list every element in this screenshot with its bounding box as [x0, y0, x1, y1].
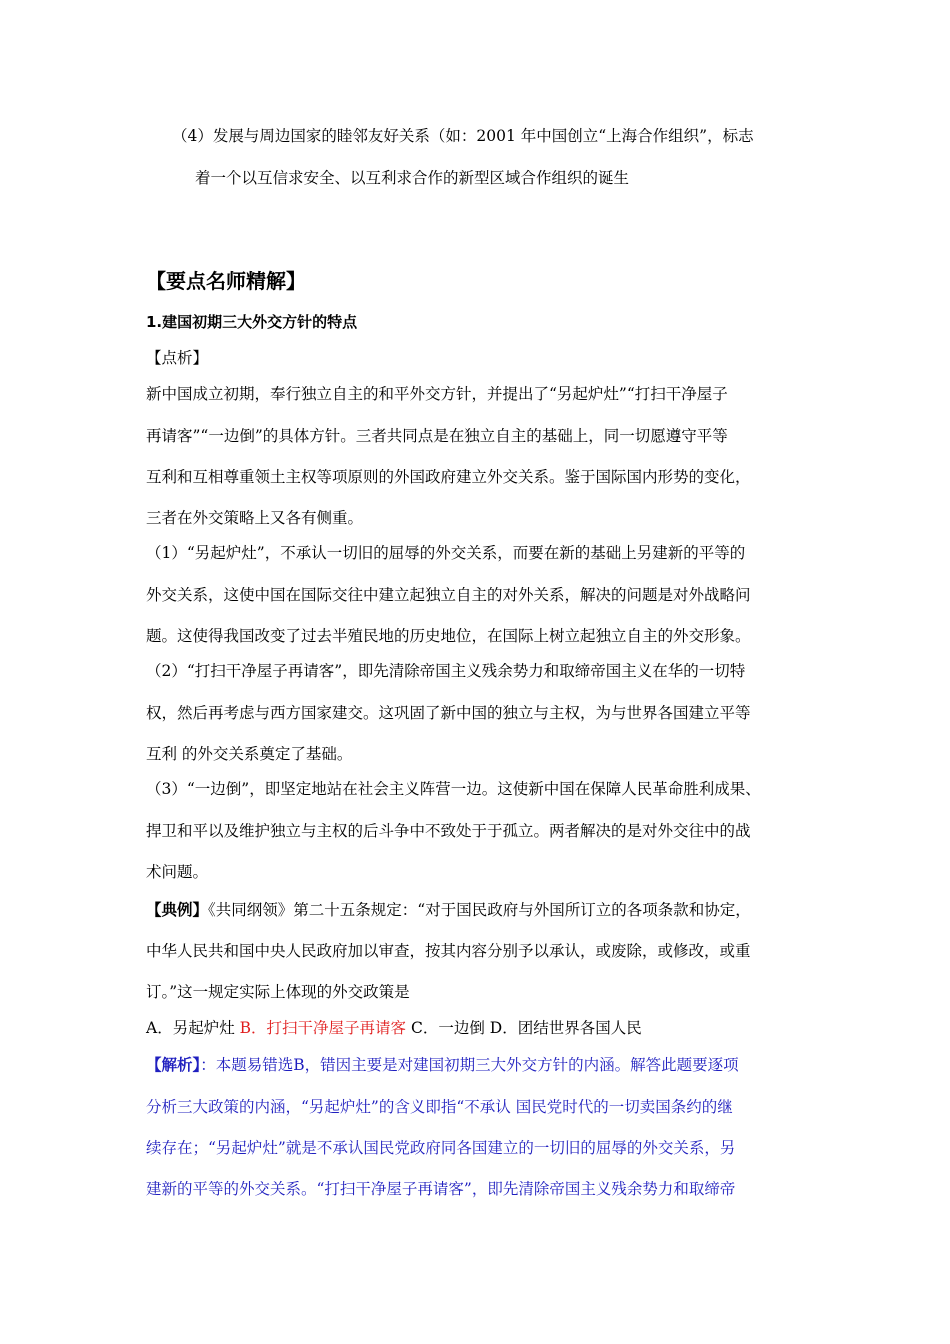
solution-line-4: 建新的平等的外交关系。“打扫干净屋子再请客”，即先清除帝国主义残余势力和取缔帝: [146, 1180, 736, 1198]
option-d: D．团结世界各国人民: [489, 1019, 642, 1037]
analysis-line: 外交关系，这使中国在国际交往中建立起独立自主的对外关系，解决的问题是对外战略问: [146, 586, 751, 604]
intro-line-1: （4）发展与周边国家的睦邻友好关系（如：2001 年中国创立“上海合作组织”，标志: [172, 127, 754, 145]
analysis-line: 题。这使得我国改变了过去半殖民地的历史地位，在国际上树立起独立自主的外交形象。: [146, 627, 751, 645]
example-label: 【典例】: [146, 900, 209, 919]
analysis-line: 再请客”“一边倒”的具体方针。三者共同点是在独立自主的基础上，同一切愿遵守平等: [146, 427, 728, 445]
section-title: 【要点名师精解】: [146, 269, 306, 293]
solution-text: ：本题易错选B，错因主要是对建国初期三大外交方针的内涵。解答此题要逐项: [200, 1056, 739, 1074]
options-line: [146, 1018, 642, 1038]
solution-line-3: 续存在；“另起炉灶”就是不承认国民党政府同各国建立的一切旧的屈辱的外交关系，另: [146, 1139, 736, 1157]
solution-label: 【解析】: [146, 1055, 201, 1074]
solution-line-2: 分析三大政策的内涵，“另起炉灶”的含义即指“不承认 国民党时代的一切卖国条约的继: [146, 1098, 733, 1116]
analysis-line: 互利和互相尊重领土主权等项原则的外国政府建立外交关系。鉴于国际国内形势的变化，: [146, 468, 751, 486]
analysis-line: （3）“一边倒”，即坚定地站在社会主义阵营一边。这使新中国在保障人民革命胜利成果、: [146, 780, 761, 798]
option-a: A．另起炉灶: [146, 1019, 235, 1037]
analysis-line: 三者在外交策略上又各有侧重。: [146, 509, 364, 527]
example-line-1: [146, 900, 751, 920]
example-text: 《共同纲领》第二十五条规定：“对于国民政府与外国所订立的各项条款和协定，: [208, 901, 751, 919]
solution-line-1: [146, 1055, 739, 1075]
point-title: 1.建国初期三大外交方针的特点: [146, 313, 358, 331]
analysis-line: （1）“另起炉灶”，不承认一切旧的屈辱的外交关系，而要在新的基础上另建新的平等的: [146, 544, 746, 562]
option-b-correct: B．打扫干净屋子再请客: [239, 1019, 407, 1037]
intro-line-2: 着一个以互信求安全、以互利求合作的新型区域合作组织的诞生: [195, 169, 630, 187]
analysis-line: 互利 的外交关系奠定了基础。: [146, 745, 353, 763]
analysis-line: 新中国成立初期，奉行独立自主的和平外交方针，并提出了“另起炉灶”“打扫干净屋子: [146, 385, 728, 403]
example-line-3: 订。”这一规定实际上体现的外交政策是: [146, 983, 410, 1001]
analysis-label: 【点析】: [146, 349, 209, 367]
option-c: C．一边倒: [410, 1019, 485, 1037]
example-line-2: 中华人民共和国中央人民政府加以审查，按其内容分别予以承认，或废除，或修改，或重: [146, 942, 751, 960]
analysis-line: （2）“打扫干净屋子再请客”，即先清除帝国主义残余势力和取缔帝国主义在华的一切特: [146, 662, 746, 680]
analysis-line: 术问题。: [146, 863, 209, 881]
analysis-line: 捍卫和平以及维护独立与主权的后斗争中不致处于于孤立。两者解决的是对外交往中的战: [146, 822, 751, 840]
analysis-line: 权，然后再考虑与西方国家建交。这巩固了新中国的独立与主权，为与世界各国建立平等: [146, 704, 751, 722]
